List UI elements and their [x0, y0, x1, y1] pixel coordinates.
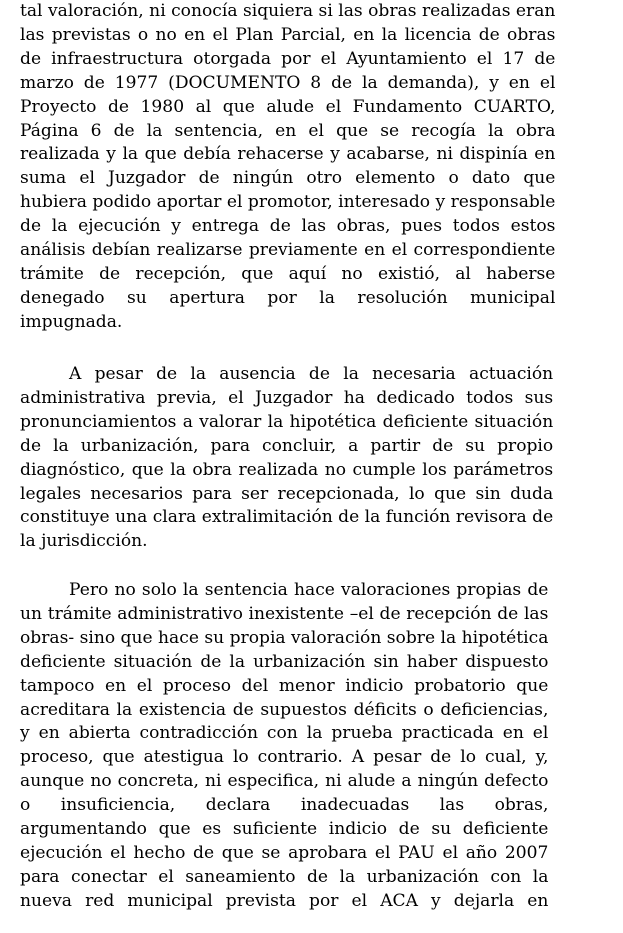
text-line: diagnóstico, que la obra realizada no cumple los parámetros	[20, 459, 554, 480]
text-line: suma el Juzgador de ningún otro elemento o dato que	[20, 168, 556, 189]
text-line: de la ejecución y entrega de las obras, pues todos estos	[20, 216, 556, 237]
text-line: impugnada.	[20, 311, 123, 332]
text-line: las previstas o no en el Plan Parcial, en la licencia de obras	[20, 24, 556, 45]
text-line: constituye una clara extralimitación de la función revisora de	[20, 507, 554, 528]
text-line: aunque no concreta, ni especifica, ni alude a ningún defecto	[20, 771, 549, 792]
text-line: la jurisdicción.	[20, 531, 148, 552]
text-line: análisis debían realizarse previamente en el correspondiente	[20, 240, 556, 261]
text-line: tal valoración, ni conocía siquiera si las obras realizadas eran	[20, 1, 556, 21]
text-line: Pero no solo la sentencia hace valoraciones propias de	[69, 580, 549, 600]
text-line: o insuficiencia, declara inadecuadas las obras,	[20, 795, 549, 816]
text-line: deficiente situación de la urbanización sin haber dispuesto	[20, 651, 549, 672]
text-line: legales necesarios para ser recepcionada, lo que sin duda	[20, 483, 554, 504]
text-line: ejecución el hecho de que se aprobara el PAU el año 2007	[20, 842, 549, 863]
text-line: obras- sino que hace su propia valoración sobre la hipotética	[20, 627, 549, 648]
text-line: Página 6 de la sentencia, en el que se recogía la obra	[20, 120, 556, 141]
paragraph-3	[20, 579, 548, 914]
text-line: pronunciamientos a valorar la hipotética deficiente situación	[20, 411, 554, 432]
text-line: de la urbanización, para concluir, a partir de su propio	[20, 435, 554, 456]
text-line: un trámite administrativo inexistente –el de recepción de las	[20, 603, 549, 624]
text-line: y en abierta contradicción con la prueba practicada en el	[20, 723, 549, 744]
text-line: Proyecto de 1980 al que alude el Fundamento CUARTO,	[20, 96, 556, 117]
text-line: de infraestructura otorgada por el Ayuntamiento el 17 de	[20, 48, 556, 69]
text-line: proceso, que atestigua lo contrario. A pesar de lo cual, y,	[20, 747, 549, 768]
paragraph-2	[20, 363, 553, 554]
text-line: para conectar el saneamiento de la urbanización con la	[20, 866, 549, 887]
text-line: nueva red municipal prevista por el ACA y dejarla en	[20, 890, 549, 911]
text-line: argumentando que es suficiente indicio de su deficiente	[20, 819, 549, 840]
text-line: A pesar de la ausencia de la necesaria actuación	[69, 364, 554, 384]
text-line: tampoco en el proceso del menor indicio probatorio que	[20, 675, 549, 696]
text-line: administrativa previa, el Juzgador ha dedicado todos sus	[20, 387, 554, 408]
text-line: hubiera podido aportar el promotor, interesado y responsable	[20, 192, 556, 213]
text-line: denegado su apertura por la resolución municipal	[20, 287, 556, 308]
paragraph-1	[20, 0, 555, 335]
text-line: trámite de recepción, que aquí no existió, al haberse	[20, 263, 556, 284]
text-line: acreditara la existencia de supuestos déficits o deficiencias,	[20, 699, 549, 720]
text-line: marzo de 1977 (DOCUMENTO 8 de la demanda), y en el	[20, 72, 556, 93]
text-line: realizada y la que debía rehacerse y acabarse, ni dispinía en	[20, 144, 556, 165]
